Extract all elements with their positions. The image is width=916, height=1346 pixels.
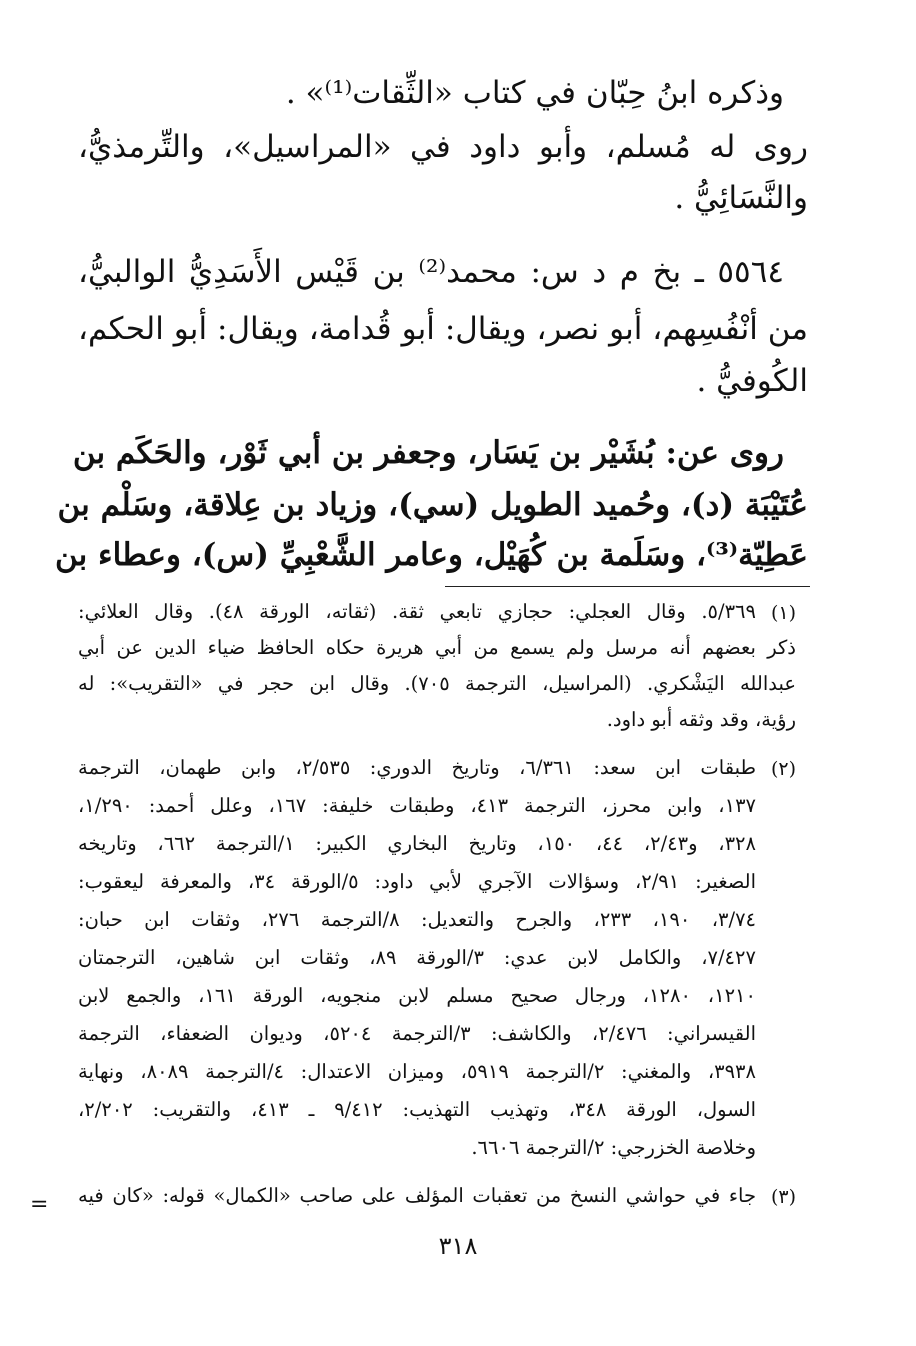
footnote-line: ١٣٧، وابن محرز، الترجمة ٤١٣، وطبقات خليفة: ١٦٧، وعلل أحمد: ١/٢٩٠، [78,794,757,817]
footnote-divider [445,586,810,587]
main-text-line: عُتَيْبَة (د)، وحُميد الطويل (سي)، وزياد بن عِلاقة، وسَلْم بن [57,487,808,523]
footnote-line: عبدالله اليَشْكري. (المراسيل، الترجمة ٧٠٥). وقال ابن حجر في «التقريب»: له [78,672,796,695]
footnote-line: ذكر بعضهم أنه مرسل ولم يسمع من أبي هريرة حكاه الحافظ ضياء الدين عن أبي [78,636,796,659]
main-text-line: روى له مُسلم، وأبو داود في «المراسيل»، والتِّرمذيُّ، [78,129,808,165]
page-number: ٣١٨ [438,1232,478,1260]
footnote-line: ٧/٤٢٧، والكامل لابن عدي: ٣/الورقة ٨٩، وثقات ابن شاهين، الترجمتان [78,946,756,969]
entry-heading-line: ٥٥٦٤ ـ بخ م د س: محمد⁽²⁾ بن قَيْس الأَسَدِيُّ الوالبيُّ، [78,254,784,290]
footnote-line: ٣/٧٤، ١٩٠، ٢٣٣، والجرح والتعديل: ٨/الترجمة ٢٧٦، وثقات ابن حبان: [78,908,757,931]
main-text-line: والنَّسَائِيُّ . [674,180,808,216]
footnote-number: (٣) [770,1186,796,1208]
footnote-line: الصغير: ٢/٩١، وسؤالات الآجري لأبي داود: ٥/الورقة ٣٤، والمعرفة ليعقوب: [78,870,756,893]
main-text-line: عَطِيّة⁽³⁾، وسَلَمة بن كُهَيْل، وعامر الشَّعْبِيِّ (س)، وعطاء بن [55,537,808,573]
main-text-line: وذكره ابنُ حِبّان في كتاب «الثِّقات⁽¹⁾» . [285,75,784,111]
footnote-line: ٣٩٣٨، والمغني: ٢/الترجمة ٥٩١٩، وميزان الاعتدال: ٤/الترجمة ٨٠٨٩، ونهاية [78,1060,757,1083]
main-text-line: روى عن: بُشَيْر بن يَسَار، وجعفر بن أبي ثَوْر، والحَكَم بن [72,435,784,471]
footnote-line: جاء في حواشي النسخ من تعقبات المؤلف على صاحب «الكمال» قوله: «كان فيه [78,1184,756,1207]
footnote-line: ١٢١٠، ١٢٨٠، ورجال صحيح مسلم لابن منجويه، الورقة ١٦١، والجمع لابن [78,984,756,1007]
footnote-line: السول، الورقة ٣٤٨، وتهذيب التهذيب: ٩/٤١٢ ـ ٤١٣، والتقريب: ٢/٢٠٢، [78,1098,756,1121]
footnote-line: القيسراني: ٢/٤٧٦، والكاشف: ٣/الترجمة ٥٢٠٤، وديوان الضعفاء، الترجمة [78,1022,756,1045]
footnote-line: طبقات ابن سعد: ٦/٣٦١، وتاريخ الدوري: ٢/٥٣٥، وابن طهمان، الترجمة [78,756,756,779]
main-text-line: الكُوفيُّ . [696,363,808,399]
main-text-line: من أنْفُسِهم، أبو نصر، ويقال: أبو قُدامة، ويقال: أبو الحكم، [78,311,808,347]
footnote-line: ٣٢٨، و٢/٤٣، ٤٤، ١٥٠، وتاريخ البخاري الكبير: ١/الترجمة ٦٦٢، وتاريخه [78,832,756,855]
footnote-number: (١) [770,602,796,624]
footnote-number: (٢) [770,758,796,780]
footnote-line: رؤية، وقد وثقه أبو داود. [606,708,796,731]
continuation-mark: = [30,1192,49,1217]
footnote-line: ٥/٣٦٩. وقال العجلي: حجازي تابعي ثقة. (ثقاته، الورقة ٤٨). وقال العلائي: [78,600,756,623]
footnote-line: وخلاصة الخزرجي: ٢/الترجمة ٦٦٠٦. [471,1136,756,1159]
